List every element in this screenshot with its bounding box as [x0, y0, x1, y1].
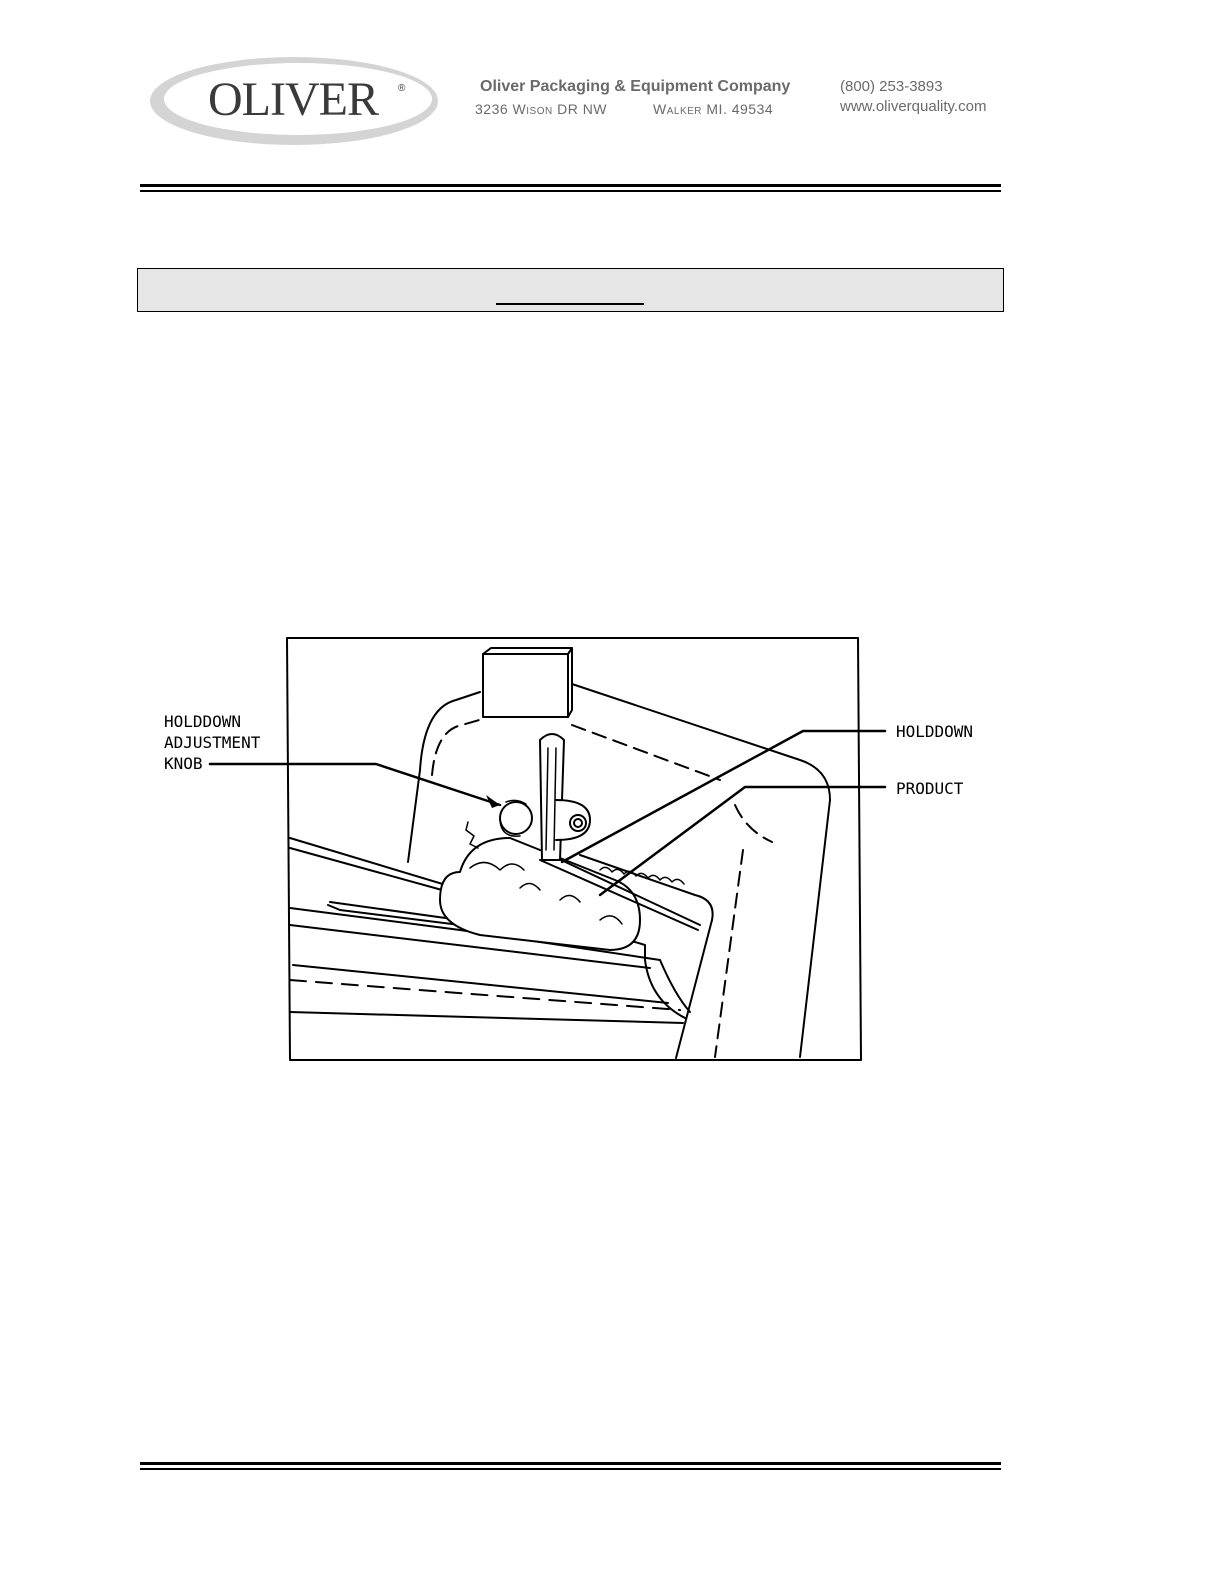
section-title-underline: [496, 303, 644, 305]
label-knob-line1: HOLDDOWN: [164, 712, 242, 731]
company-phone: (800) 253-3893: [840, 78, 943, 95]
oliver-logo: [148, 55, 440, 147]
label-knob-line2: ADJUSTMENT: [164, 733, 261, 752]
company-website: www.oliverquality.com: [840, 98, 987, 115]
cap-block: [483, 654, 568, 717]
product-loaf: [440, 838, 640, 950]
product-leader-line: [600, 787, 885, 895]
knob-leader-line: [210, 764, 500, 805]
label-holddown: HOLDDOWN: [896, 722, 974, 741]
footer-divider: [140, 1462, 1001, 1470]
label-knob-line3: KNOB: [164, 754, 203, 773]
logo-wordmark: OLIVER: [208, 73, 378, 126]
figure-frame: [287, 638, 861, 1060]
logo-registered-mark: ®: [398, 83, 406, 94]
company-city-address: Walker MI. 49534: [653, 101, 774, 117]
company-street-address: 3236 Wison DR NW: [475, 101, 608, 117]
holddown-illustration: [150, 630, 1000, 1070]
company-name: Oliver Packaging & Equipment Company: [480, 78, 791, 95]
spring-left: [466, 822, 478, 848]
holddown-adjustment-knob: [500, 802, 532, 834]
bracket-bolt: [570, 815, 586, 831]
label-product: PRODUCT: [896, 779, 964, 798]
header-divider: [140, 184, 1001, 192]
section-title-bar: [137, 268, 1004, 312]
holddown-leader-line: [562, 731, 885, 862]
holddown-bracket: [540, 734, 564, 860]
